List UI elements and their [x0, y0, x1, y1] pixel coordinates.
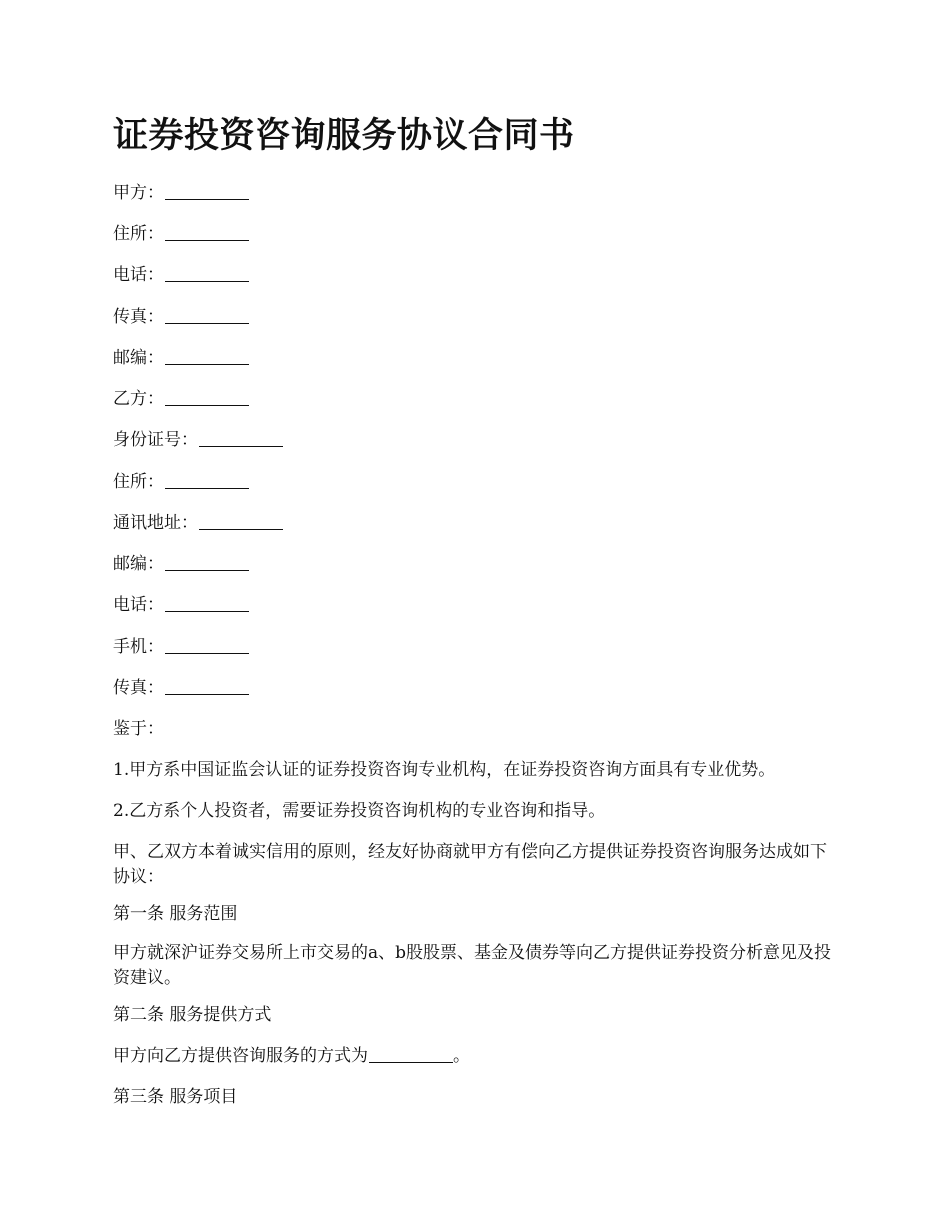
document-title: 证券投资咨询服务协议合同书 — [113, 115, 575, 156]
article-2-period: 。 — [453, 1046, 470, 1066]
field-label: 邮编： — [113, 554, 164, 574]
article-2-text: 甲方向乙方提供咨询服务的方式为 — [113, 1046, 368, 1066]
field-label: 手机： — [113, 637, 164, 657]
agreement-intro-paragraph: 甲、乙双方本着诚实信用的原则，经友好协商就甲方有偿向乙方提供证券投资咨询服务达成如下协议： — [113, 842, 827, 887]
field-label: 传真： — [113, 678, 164, 698]
field-label: 住所： — [113, 472, 164, 492]
field-label: 传真： — [113, 307, 164, 327]
article-1-paragraph: 甲方就深沪证券交易所上市交易的a、b股股票、基金及债券等向乙方提供证券投资分析意见及投资建议。 — [113, 943, 832, 988]
whereas-clause-2: 2.乙方系个人投资者，需要证券投资咨询机构的专业咨询和指导。 — [113, 801, 606, 821]
party-b-address-field — [113, 470, 843, 495]
fill-in-blank — [165, 593, 249, 612]
fill-in-blank — [165, 181, 249, 200]
fill-in-blank — [165, 387, 249, 406]
fill-in-blank — [165, 470, 249, 489]
fill-in-blank — [165, 263, 249, 282]
fill-in-blank — [369, 1044, 453, 1063]
party-a-name-field — [113, 181, 843, 206]
party-b-id-field — [113, 428, 843, 453]
fill-in-blank — [165, 222, 249, 241]
field-label: 乙方： — [113, 389, 164, 409]
article-2-heading: 第二条 服务提供方式 — [113, 1005, 272, 1025]
field-label: 甲方： — [113, 183, 164, 203]
field-label: 电话： — [113, 265, 164, 285]
fill-in-blank — [165, 346, 249, 365]
party-a-address-field — [113, 222, 843, 247]
article-3-heading: 第三条 服务项目 — [113, 1087, 238, 1107]
fill-in-blank — [165, 552, 249, 571]
article-2-paragraph — [113, 1044, 843, 1069]
field-label: 住所： — [113, 224, 164, 244]
fill-in-blank — [165, 305, 249, 324]
fill-in-blank — [165, 676, 249, 695]
whereas-clause-1: 1.甲方系中国证监会认证的证券投资咨询专业机构，在证券投资咨询方面具有专业优势。 — [113, 760, 776, 780]
party-b-mobile-field — [113, 635, 843, 660]
party-b-phone-field — [113, 593, 843, 618]
article-1-heading: 第一条 服务范围 — [113, 904, 238, 924]
party-b-name-field — [113, 387, 843, 412]
fill-in-blank — [199, 428, 283, 447]
field-label: 身份证号： — [113, 430, 198, 450]
party-b-fax-field — [113, 676, 843, 701]
party-b-mailing-address-field — [113, 511, 843, 536]
party-b-postcode-field — [113, 552, 843, 577]
whereas-heading: 鉴于： — [113, 719, 164, 739]
field-label: 电话： — [113, 595, 164, 615]
field-label: 通讯地址： — [113, 513, 198, 533]
party-a-phone-field — [113, 263, 843, 288]
party-a-postcode-field — [113, 346, 843, 371]
fill-in-blank — [199, 511, 283, 530]
party-a-fax-field — [113, 305, 843, 330]
field-label: 邮编： — [113, 348, 164, 368]
fill-in-blank — [165, 635, 249, 654]
